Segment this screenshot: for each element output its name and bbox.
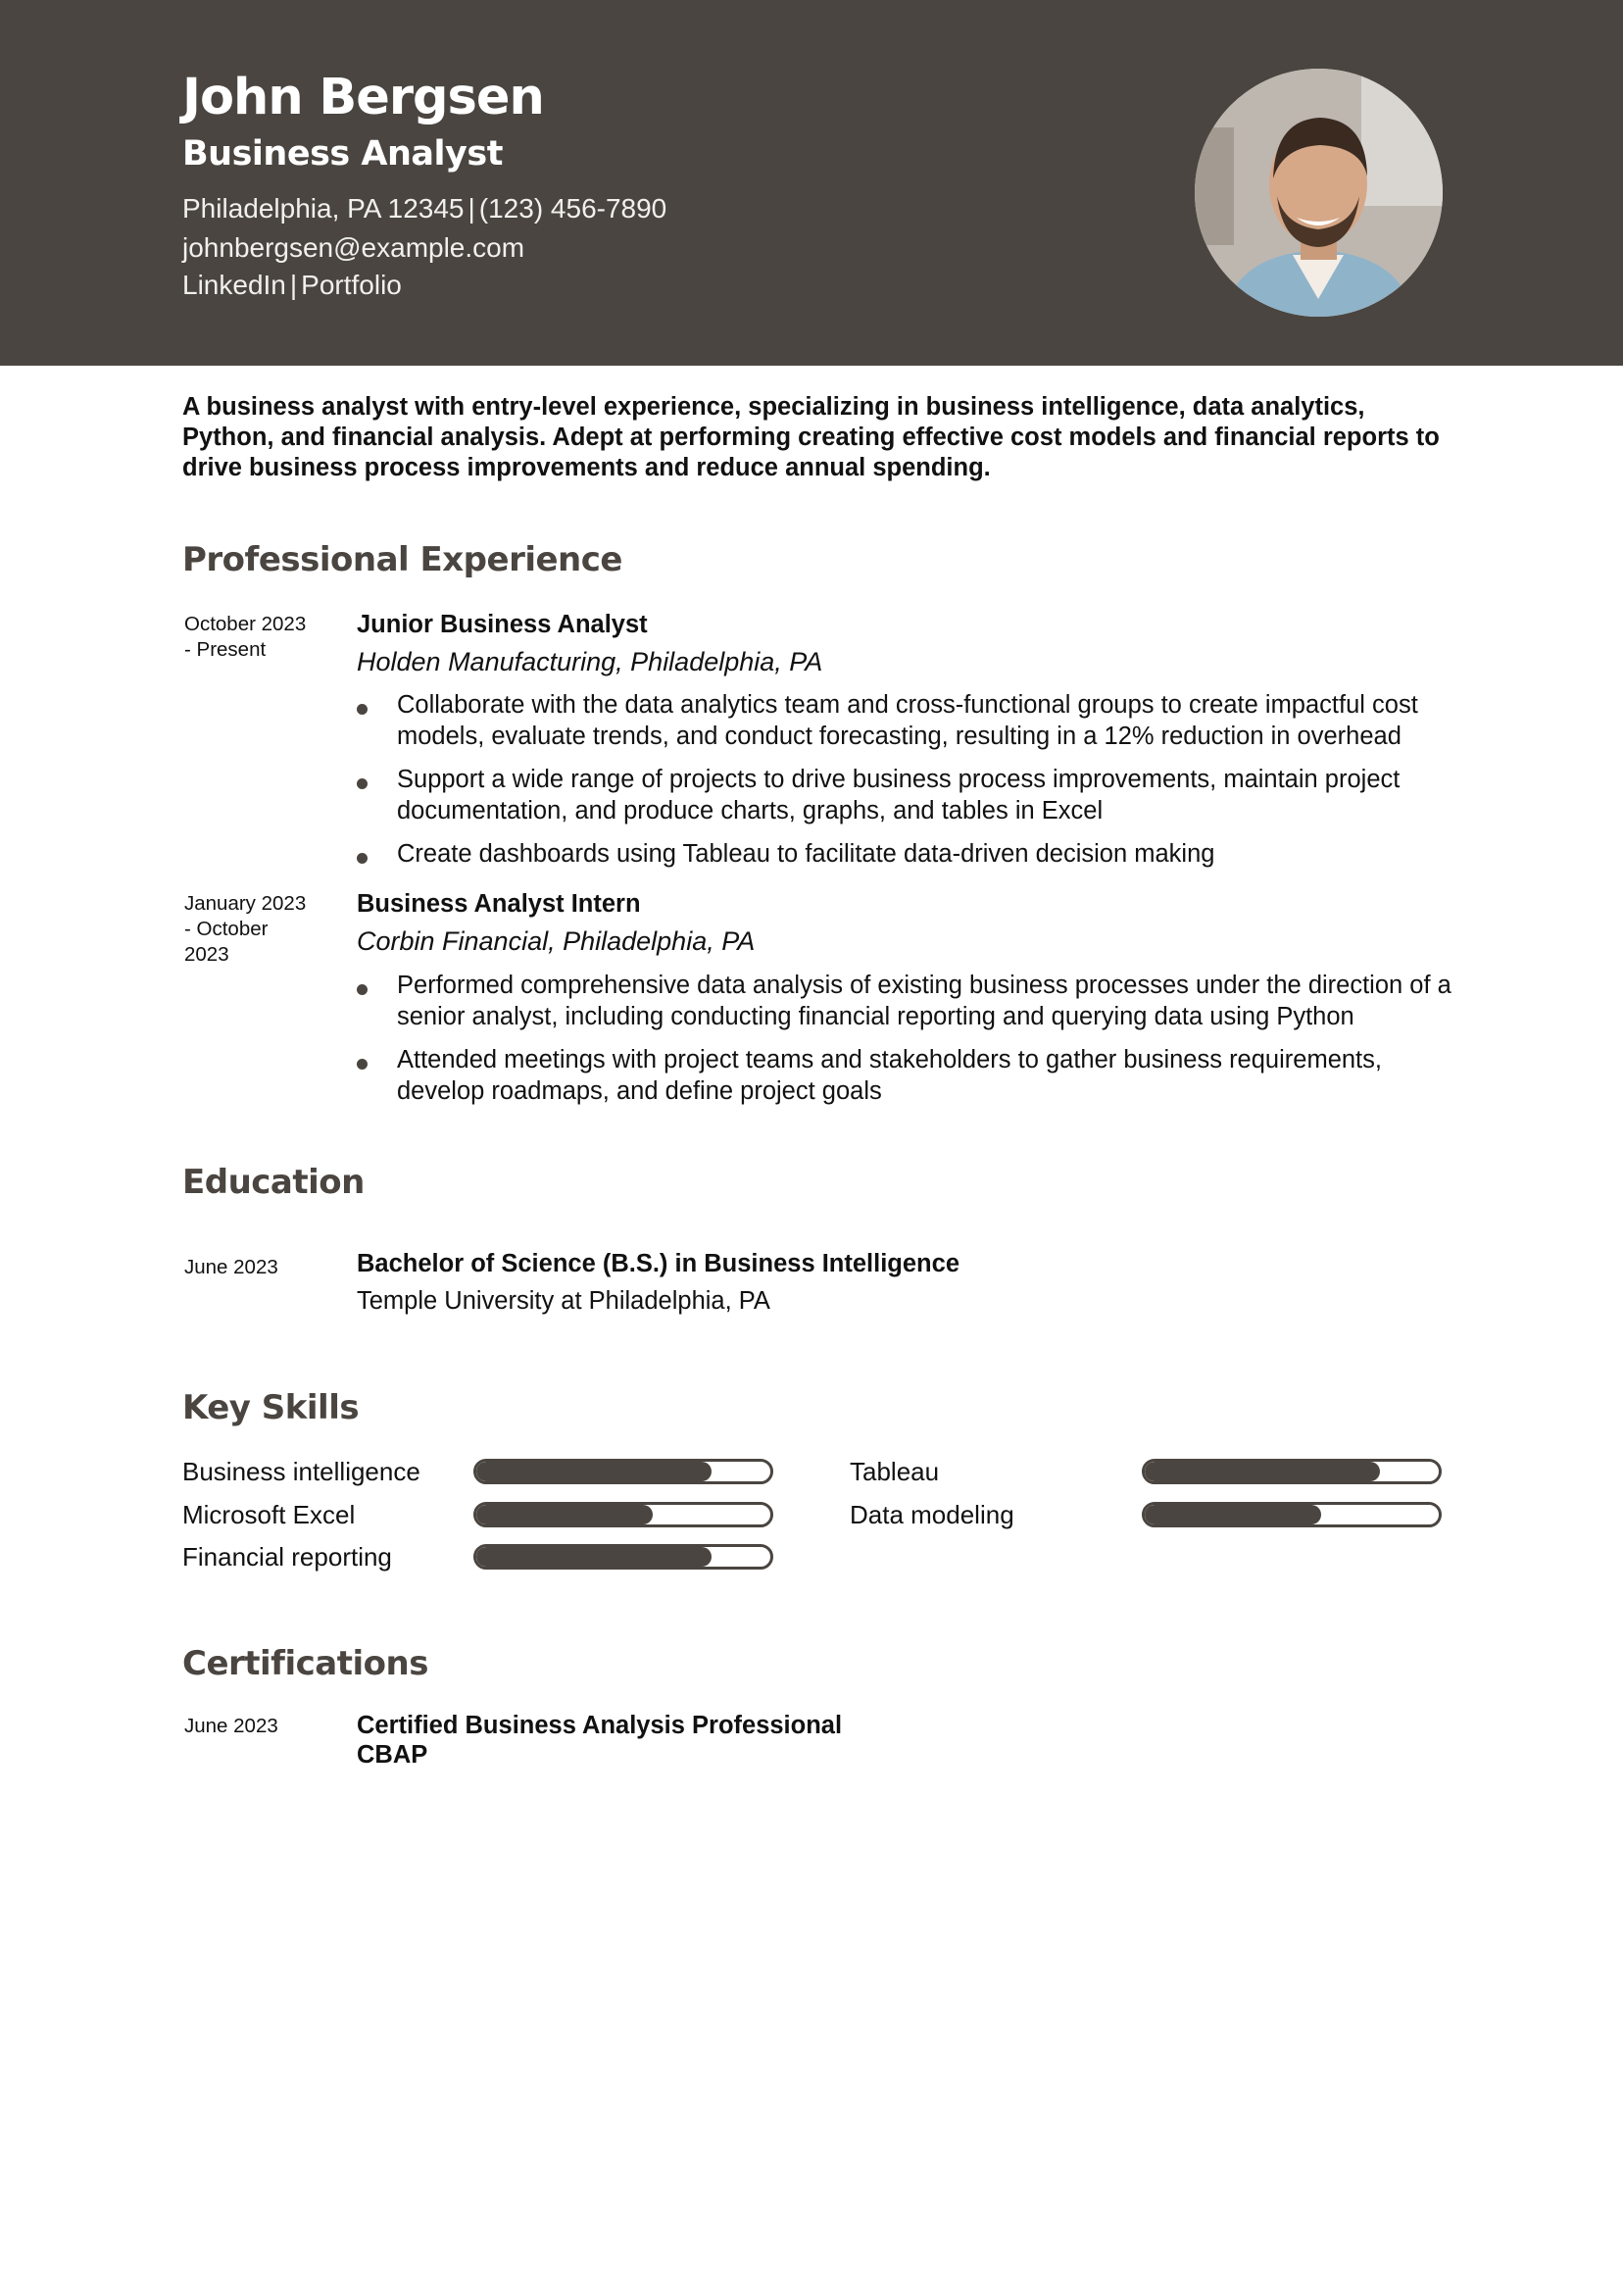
skill-label: Financial reporting — [182, 1542, 392, 1572]
skill-bar — [1142, 1502, 1442, 1527]
summary-text: A business analyst with entry-level experience, specializing in business intelligence, data analytics, Python, and financial analysis. Adept at performing creating effective cost models and financial reports to drive business process improvements and reduce annual spending. — [182, 393, 1440, 481]
bullet-icon — [357, 778, 368, 789]
bullet-icon — [357, 984, 368, 995]
job-date — [184, 891, 336, 968]
job-company: Holden Manufacturing, Philadelphia, PA — [357, 647, 823, 676]
education-heading: Education — [182, 1163, 365, 1202]
resume-header — [0, 0, 1623, 366]
education-date: June 2023 — [184, 1256, 278, 1278]
education-school: Temple University at Philadelphia, PA — [357, 1287, 770, 1315]
bullet-text: Collaborate with the data analytics team and cross-functional groups to create impactful cost models, evaluate trends, and conduct forecasting, resulting in a 12% reduction in overhead — [397, 691, 1418, 750]
bullet-text: Create dashboards using Tableau to facilitate data-driven decision making — [397, 840, 1215, 868]
skill-fill — [476, 1462, 712, 1481]
profile-photo — [1195, 69, 1443, 317]
bullet-icon — [357, 704, 368, 715]
bullet-text: Attended meetings with project teams and stakeholders to gather business requirements, develop roadmaps, and define project goals — [397, 1046, 1382, 1105]
skill-fill — [1145, 1505, 1321, 1524]
bullet-icon — [357, 1059, 368, 1070]
skill-fill — [476, 1547, 712, 1567]
skill-bar — [473, 1502, 773, 1527]
skill-fill — [476, 1505, 653, 1524]
job-bullets — [357, 970, 1459, 1119]
bullet-icon — [357, 853, 368, 864]
list-item — [357, 970, 1459, 1032]
separator: | — [289, 270, 298, 300]
list-item — [357, 764, 1459, 826]
bullet-text: Performed comprehensive data analysis of existing business processes under the direction of a senior analyst, including conducting financial reporting and querying data using Python — [397, 972, 1451, 1030]
bullet-text: Support a wide range of projects to drive business process improvements, maintain project documentation, and produce charts, graphs, and tables in Excel — [397, 766, 1401, 824]
list-item — [357, 1044, 1459, 1107]
location: Philadelphia, PA 12345 — [182, 193, 465, 224]
skill-bar — [1142, 1459, 1442, 1484]
list-item — [357, 689, 1459, 752]
skill-label: Business intelligence — [182, 1457, 420, 1486]
location-phone-line — [182, 192, 666, 225]
candidate-name: John Bergsen — [182, 69, 544, 126]
linkedin-link[interactable]: LinkedIn — [182, 270, 286, 300]
certification-date: June 2023 — [184, 1715, 278, 1737]
certification-entry — [357, 1711, 945, 1770]
portfolio-link[interactable]: Portfolio — [301, 270, 402, 300]
email-link[interactable]: johnbergsen@example.com — [182, 232, 525, 263]
list-item — [357, 838, 1459, 870]
job-role: Junior Business Analyst — [357, 611, 648, 638]
skill-fill — [1145, 1462, 1380, 1481]
phone: (123) 456-7890 — [478, 193, 667, 224]
job-date-start: October 2023 — [184, 613, 307, 635]
candidate-title: Business Analyst — [182, 134, 503, 174]
job-date-end: - October — [184, 918, 269, 940]
certification-name: Certified Business Analysis Professional — [357, 1712, 843, 1739]
skill-label: Microsoft Excel — [182, 1500, 356, 1529]
job-bullets — [357, 689, 1459, 881]
job-date-end-year: 2023 — [184, 943, 229, 966]
separator: | — [467, 193, 475, 224]
education-degree: Bachelor of Science (B.S.) in Business Intelligence — [357, 1250, 960, 1277]
skill-bar — [473, 1544, 773, 1570]
skill-bar — [473, 1459, 773, 1484]
job-role: Business Analyst Intern — [357, 890, 641, 918]
experience-heading: Professional Experience — [182, 540, 622, 579]
job-date-end: - Present — [184, 638, 267, 661]
email-line — [182, 231, 524, 265]
skill-label: Data modeling — [850, 1500, 1014, 1529]
certifications-heading: Certifications — [182, 1644, 428, 1683]
job-date — [184, 612, 336, 663]
job-company: Corbin Financial, Philadelphia, PA — [357, 926, 756, 956]
skills-heading: Key Skills — [182, 1388, 360, 1427]
skill-label: Tableau — [850, 1457, 940, 1486]
job-date-start: January 2023 — [184, 892, 307, 915]
certification-abbr: CBAP — [357, 1741, 428, 1769]
links-line — [182, 269, 402, 302]
